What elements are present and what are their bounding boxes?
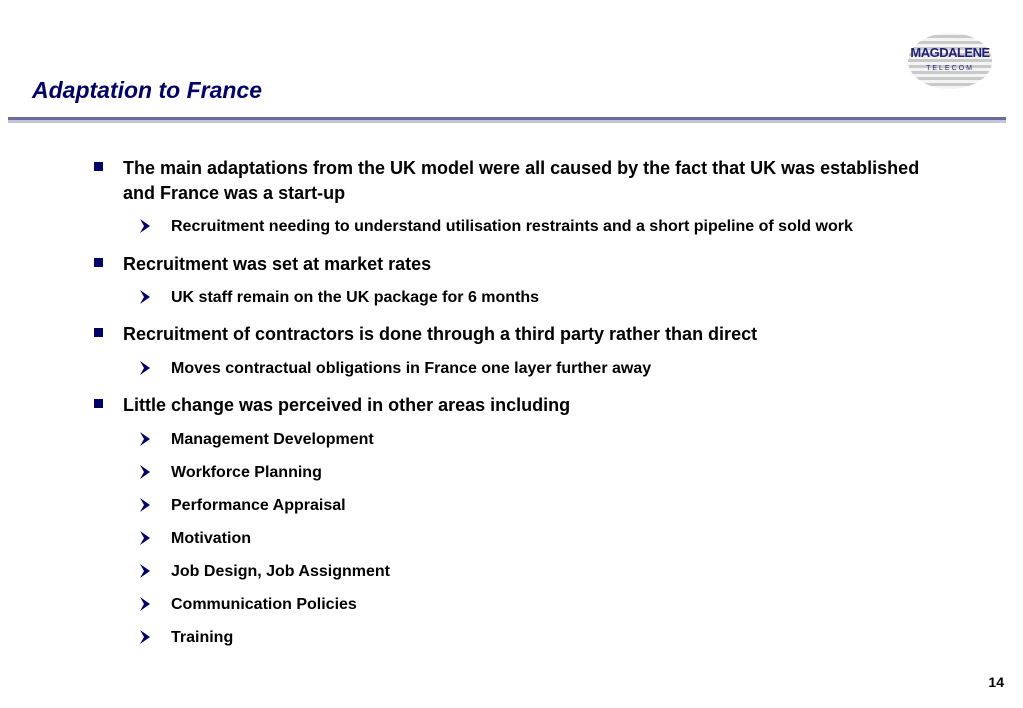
sub-bullet-text: Management Development — [171, 431, 374, 448]
bullet-item — [88, 156, 948, 208]
arrow-bullet-icon — [137, 629, 153, 645]
sub-bullet-text: Job Design, Job Assignment — [171, 563, 390, 580]
bullet-item — [88, 322, 948, 348]
sub-bullet-text: Training — [171, 629, 234, 646]
sub-bullet-text: UK staff remain on the UK package for 6 months — [171, 289, 540, 306]
sub-bullet-item — [137, 562, 967, 582]
logo-name: MAGDALENE — [910, 45, 990, 60]
sub-bullet-item — [137, 628, 967, 648]
bullet-text: Little change was perceived in other areas including — [123, 395, 571, 415]
square-bullet-icon — [94, 258, 103, 267]
slide-title: Adaptation to France — [32, 77, 263, 103]
square-bullet-icon — [94, 328, 103, 337]
sub-bullet-text: Workforce Planning — [171, 464, 322, 481]
arrow-bullet-icon — [137, 464, 153, 480]
square-bullet-icon — [94, 162, 103, 171]
arrow-bullet-icon — [137, 497, 153, 513]
logo-subname: TELECOM — [926, 65, 974, 72]
sub-bullet-text: Recruitment needing to understand utilisation restraints and a short pipeline of sold work — [171, 218, 853, 235]
sub-bullet-item — [137, 496, 967, 516]
bullet-item — [88, 252, 948, 278]
sub-bullet-text: Performance Appraisal — [171, 497, 346, 514]
page-number: 14 — [988, 674, 1004, 690]
sub-bullet-item — [137, 359, 967, 379]
arrow-bullet-icon — [137, 289, 153, 305]
sub-bullet-text: Communication Policies — [171, 596, 357, 613]
square-bullet-icon — [94, 399, 103, 408]
sub-bullet-item — [137, 595, 967, 615]
sub-bullet-item — [137, 217, 967, 237]
arrow-bullet-icon — [137, 360, 153, 376]
bullet-item — [88, 393, 948, 419]
sub-bullet-item — [137, 529, 967, 549]
arrow-bullet-icon — [137, 596, 153, 612]
arrow-bullet-icon — [137, 563, 153, 579]
sub-bullet-text: Moves contractual obligations in France one layer further away — [171, 360, 652, 377]
sub-bullet-item — [137, 430, 967, 450]
bullet-text: Recruitment was set at market rates — [123, 254, 432, 274]
sub-bullet-item — [137, 288, 967, 308]
arrow-bullet-icon — [137, 530, 153, 546]
sub-bullet-item — [137, 463, 967, 483]
bullet-text: Recruitment of contractors is done through a third party rather than direct — [123, 324, 758, 344]
arrow-bullet-icon — [137, 431, 153, 447]
arrow-bullet-icon — [137, 218, 153, 234]
bullet-text: The main adaptations from the UK model were all caused by the fact that UK was established and France was a start-up — [123, 158, 920, 203]
sub-bullet-text: Motivation — [171, 530, 251, 547]
